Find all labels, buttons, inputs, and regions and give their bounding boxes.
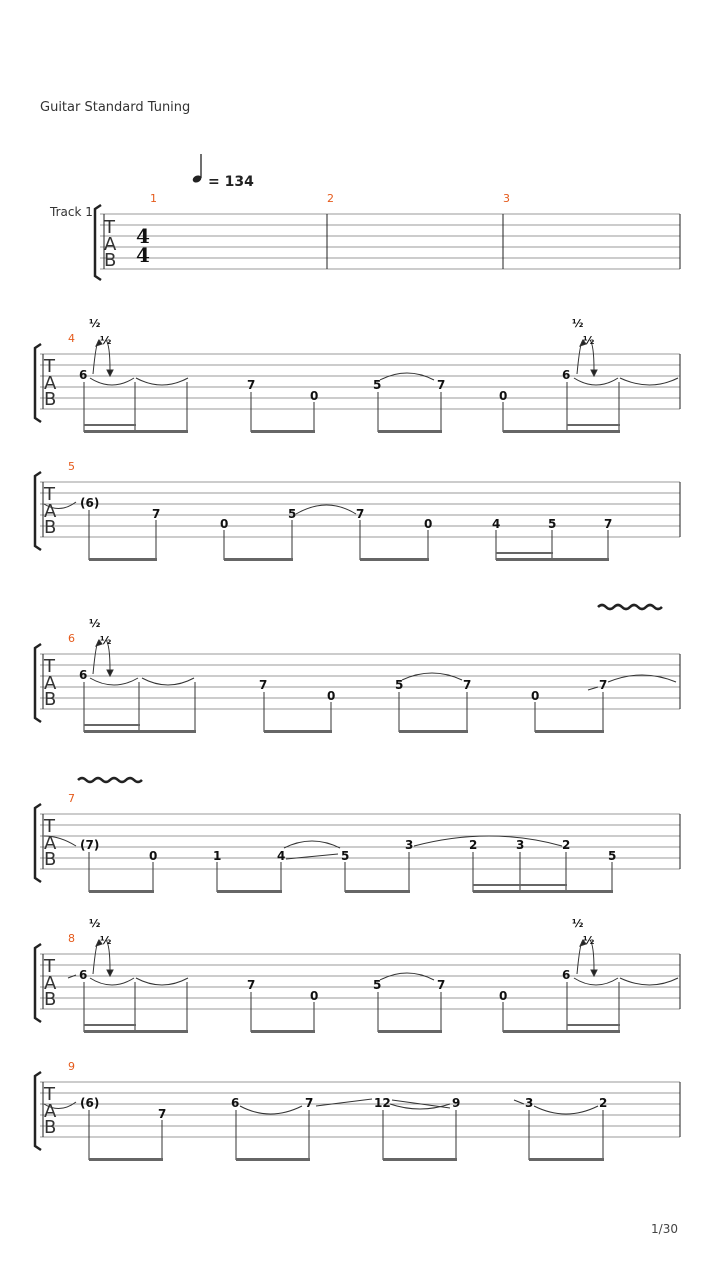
- tab-clef-a: A: [44, 973, 57, 994]
- fret-number: 0: [310, 989, 319, 1003]
- measure-number: 4: [68, 332, 75, 345]
- fret-number: 7: [604, 517, 613, 531]
- fret-number: 7: [158, 1107, 167, 1121]
- tab-clef-a: A: [44, 673, 57, 694]
- fret-number: 6: [562, 368, 571, 382]
- fret-number: 5: [608, 849, 617, 863]
- tab-clef-a: A: [104, 234, 117, 255]
- fret-number: 7: [152, 507, 161, 521]
- staff-system-5: [40, 814, 680, 869]
- tab-clef-b: B: [104, 250, 117, 271]
- tab-clef-t: T: [44, 484, 55, 505]
- tuning-label: Guitar Standard Tuning: [40, 100, 191, 115]
- fret-number: 0: [220, 517, 229, 531]
- fret-number: (6): [80, 1096, 100, 1110]
- track-name: Track 1: [50, 205, 93, 219]
- measure-number: 6: [68, 632, 75, 645]
- staff-system-7: [40, 1082, 680, 1137]
- tab-clef-b: B: [44, 389, 57, 410]
- fret-number: 4: [277, 849, 286, 863]
- tab-clef-a: A: [44, 373, 57, 394]
- fret-number: 9: [452, 1096, 461, 1110]
- fret-number: 0: [310, 389, 319, 403]
- tab-clef-t: T: [104, 217, 115, 238]
- fret-number: 7: [356, 507, 365, 521]
- bend-label: ½: [89, 917, 101, 930]
- tab-clef-t: T: [44, 356, 55, 377]
- fret-number: 5: [373, 978, 382, 992]
- fret-number: 5: [395, 678, 404, 692]
- fret-number: 0: [531, 689, 540, 703]
- bend-label: ½: [583, 934, 595, 947]
- vibrato-icon: [598, 605, 662, 609]
- measure-number: 2: [327, 192, 334, 205]
- fret-number: 5: [548, 517, 557, 531]
- fret-number: 2: [469, 838, 478, 852]
- measure-number: 8: [68, 932, 75, 945]
- fret-number: 0: [424, 517, 433, 531]
- measure-number: 7: [68, 792, 75, 805]
- fret-number: 7: [437, 378, 446, 392]
- bend-label: ½: [572, 917, 584, 930]
- fret-number: 0: [327, 689, 336, 703]
- fret-number: 7: [305, 1096, 314, 1110]
- fret-number: 0: [149, 849, 158, 863]
- fret-number: 2: [599, 1096, 608, 1110]
- fret-number: 12: [374, 1096, 391, 1110]
- fret-number: 7: [437, 978, 446, 992]
- staff-system-4: [40, 654, 680, 709]
- fret-number: 7: [247, 378, 256, 392]
- fret-number: 7: [463, 678, 472, 692]
- measure-number: 5: [68, 460, 75, 473]
- fret-number: (7): [80, 838, 100, 852]
- tab-clef-b: B: [44, 689, 57, 710]
- fret-number: 7: [247, 978, 256, 992]
- vibrato-icon: [78, 778, 142, 782]
- fret-number: 0: [499, 389, 508, 403]
- fret-number: 6: [79, 968, 88, 982]
- tab-clef-t: T: [44, 1084, 55, 1105]
- time-sig-top: 4: [136, 224, 150, 248]
- bend-label: ½: [100, 634, 112, 647]
- staff-system-2: [40, 354, 680, 409]
- page-number: 1/30: [651, 1222, 678, 1236]
- tab-clef-t: T: [44, 816, 55, 837]
- bend-label: ½: [100, 934, 112, 947]
- tab-clef-a: A: [44, 501, 57, 522]
- fret-number: 0: [499, 989, 508, 1003]
- bend-label: ½: [583, 334, 595, 347]
- tab-clef-t: T: [44, 656, 55, 677]
- bend-label: ½: [100, 334, 112, 347]
- tab-clef-t: T: [44, 956, 55, 977]
- staff-system-6: [40, 954, 680, 1009]
- fret-number: 7: [599, 678, 608, 692]
- measure-number: 9: [68, 1060, 75, 1073]
- fret-number: 6: [79, 668, 88, 682]
- bend-label: ½: [89, 617, 101, 630]
- fret-number: 3: [405, 838, 414, 852]
- tab-clef-b: B: [44, 989, 57, 1010]
- tempo-value: = 134: [208, 174, 254, 190]
- measure-number: 1: [150, 192, 157, 205]
- tab-clef-a: A: [44, 1101, 57, 1122]
- fret-number: 5: [288, 507, 297, 521]
- tab-clef-b: B: [44, 517, 57, 538]
- fret-number: 6: [562, 968, 571, 982]
- time-sig-bottom: 4: [136, 243, 150, 267]
- measure-number: 3: [503, 192, 510, 205]
- fret-number: 6: [231, 1096, 240, 1110]
- fret-number: 5: [341, 849, 350, 863]
- fret-number: 1: [213, 849, 222, 863]
- fret-number: 2: [562, 838, 571, 852]
- fret-number: 5: [373, 378, 382, 392]
- tab-clef-b: B: [44, 849, 57, 870]
- fret-number: (6): [80, 496, 100, 510]
- bend-label: ½: [572, 317, 584, 330]
- bend-label: ½: [89, 317, 101, 330]
- tab-clef-a: A: [44, 833, 57, 854]
- tab-clef-b: B: [44, 1117, 57, 1138]
- fret-number: 6: [79, 368, 88, 382]
- fret-number: 4: [492, 517, 501, 531]
- fret-number: 3: [525, 1096, 534, 1110]
- fret-number: 3: [516, 838, 525, 852]
- staff-system-1: [100, 214, 680, 269]
- fret-number: 7: [259, 678, 268, 692]
